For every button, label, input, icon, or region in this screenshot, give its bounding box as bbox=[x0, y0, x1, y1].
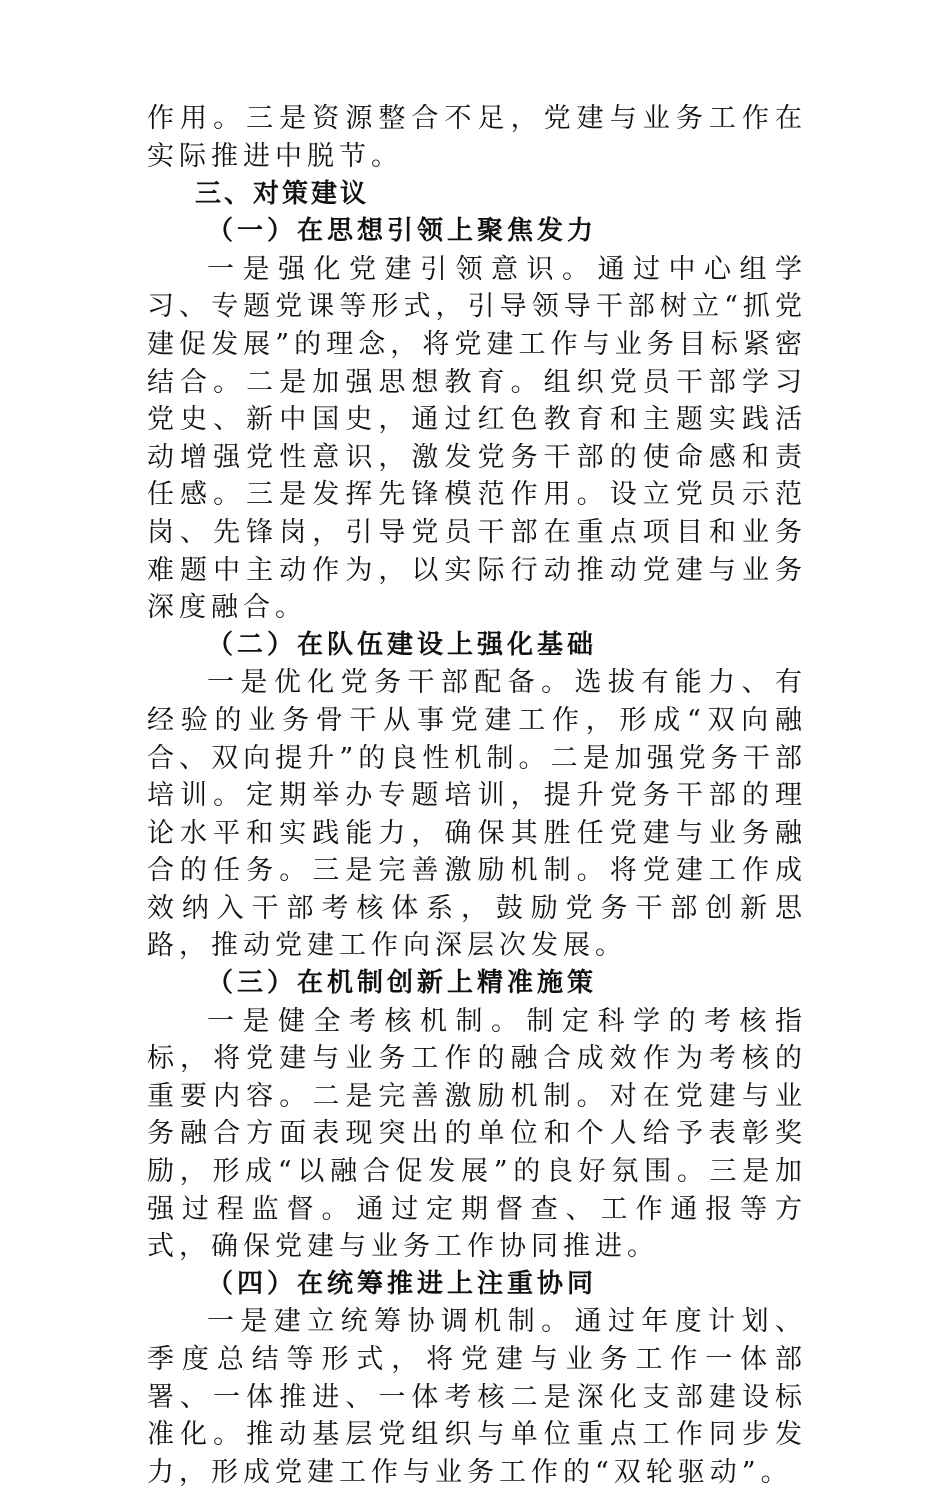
subsection-heading-3: （三）在机制创新上精准施策 bbox=[207, 968, 598, 999]
subsection-body-4: 一是建立统筹协调机制。通过年度计划、季度总结等形式，将党建与业务工作一体部署、一体推进、一体考核二是深化支部建设标准化。推动基层党组织与单位重点工作同步发力，形成党建工作与业务工作的“双轮驱动”。 bbox=[147, 1306, 807, 1488]
document-body bbox=[147, 100, 807, 1491]
section-heading: 三、对策建议 bbox=[195, 179, 370, 210]
subsection-heading-2: （二）在队伍建设上强化基础 bbox=[207, 629, 598, 660]
subsection-heading-1: （一）在思想引领上聚焦发力 bbox=[207, 216, 598, 247]
subsection-body-1: 一是强化党建引领意识。通过中心组学习、专题党课等形式，引导领导干部树立“抓党建促发展”的理念，将党建工作与业务目标紧密结合。二是加强思想教育。组织党员干部学习党史、新中国史，通过红色教育和主题实践活动增强党性意识，激发党务干部的使命感和责任感。三是发挥先锋模范作用。设立党员示范岗、先锋岗，引导党员干部在重点项目和业务难题中主动作为，以实际行动推动党建与业务深度融合。 bbox=[147, 253, 807, 624]
subsection-body-3: 一是健全考核机制。制定科学的考核指标，将党建与业务工作的融合成效作为考核的重要内容。二是完善激励机制。对在党建与业务融合方面表现突出的单位和个人给予表彰奖励，形成“以融合促发展”的良好氛围。三是加强过程监督。通过定期督查、工作通报等方式，确保党建与业务工作协同推进。 bbox=[147, 1005, 807, 1263]
subsection-heading-4: （四）在统筹推进上注重协同 bbox=[207, 1268, 598, 1299]
subsection-body-2: 一是优化党务干部配备。选拔有能力、有经验的业务骨干从事党建工作，形成“双向融合、双向提升”的良性机制。二是加强党务干部培训。定期举办专题培训，提升党务干部的理论水平和实践能力，确保其胜任党建与业务融合的任务。三是完善激励机制。将党建工作成效纳入干部考核体系，鼓励党务干部创新思路，推动党建工作向深层次发展。 bbox=[147, 667, 807, 962]
continuation-paragraph: 作用。三是资源整合不足，党建与业务工作在实际推进中脱节。 bbox=[147, 103, 807, 172]
